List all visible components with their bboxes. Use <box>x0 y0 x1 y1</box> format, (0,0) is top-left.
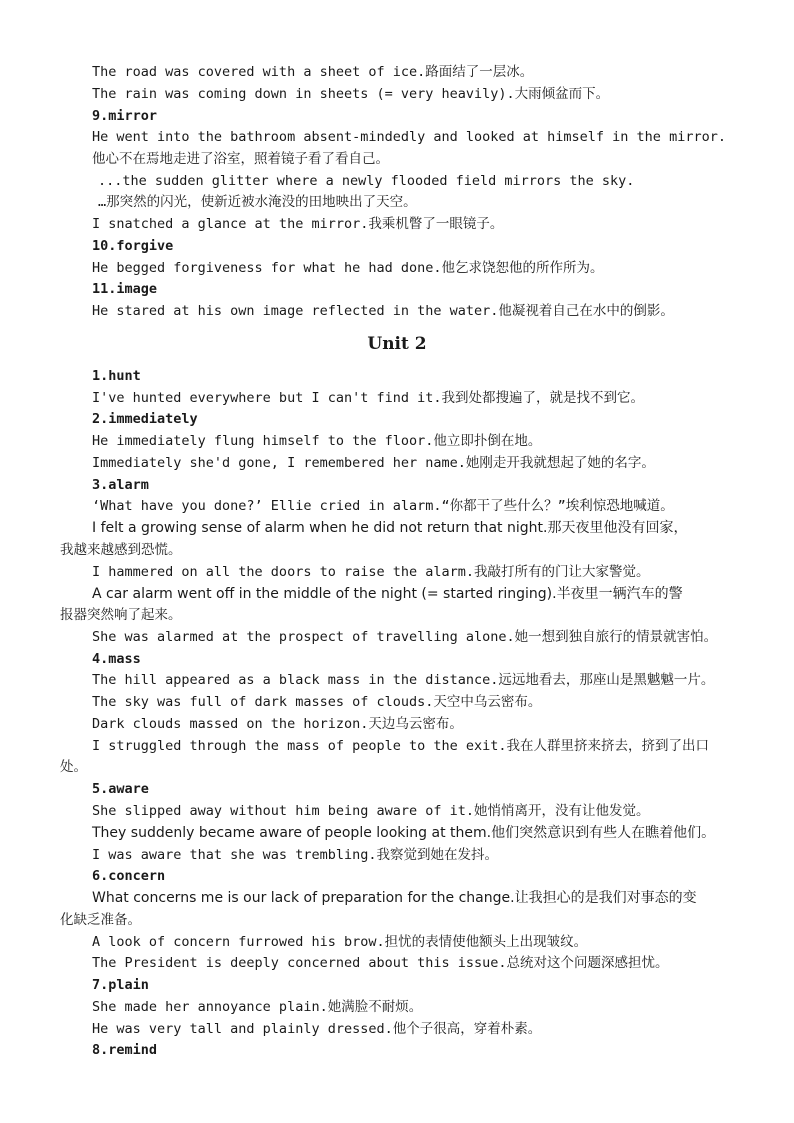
example-sentence: I snatched a glance at the mirror.我乘机瞥了一眼镜子。 <box>92 216 504 232</box>
translation-line: …那突然的闪光，使新近被水淹没的田地映出了天空。 <box>98 194 417 210</box>
example-sentence: The President is deeply concerned about this issue.总统对这个问题深感担忧。 <box>92 955 669 971</box>
example-sentence: Dark clouds massed on the horizon.天边乌云密布。 <box>92 716 463 732</box>
example-sentence: He was very tall and plainly dressed.他个子很高，穿着朴素。 <box>92 1021 542 1037</box>
vocab-heading: 11.image <box>92 281 158 297</box>
example-sentence: The rain was coming down in sheets (= very heavily).大雨倾盆而下。 <box>92 86 610 102</box>
example-sentence: A car alarm went off in the middle of the night (= started ringing).半夜里一辆汽车的警 <box>92 586 683 602</box>
example-sentence: ‘What have you done?’ Ellie cried in alarm.“你都干了些什么？”埃利惊恐地喊道。 <box>92 498 674 514</box>
vocab-heading: 10.forgive <box>92 238 174 254</box>
example-sentence: I've hunted everywhere but I can't find it.我到处都搜遍了，就是找不到它。 <box>92 390 644 406</box>
vocab-heading: 7.plain <box>92 977 149 993</box>
example-sentence: I struggled through the mass of people to the exit.我在人群里挤来挤去，挤到了出口 <box>92 738 710 754</box>
example-sentence: She slipped away without him being aware of it.她悄悄离开，没有让他发觉。 <box>92 803 650 819</box>
example-sentence: He immediately flung himself to the floor.他立即扑倒在地。 <box>92 433 542 449</box>
example-sentence: The sky was full of dark masses of clouds.天空中乌云密布。 <box>92 694 542 710</box>
example-sentence: He stared at his own image reflected in the water.他凝视着自己在水中的倒影。 <box>92 303 674 319</box>
example-sentence: He begged forgiveness for what he had done.他乞求饶恕他的所作所为。 <box>92 260 604 276</box>
example-sentence-continued: 化缺乏准备。 <box>60 912 141 928</box>
example-sentence: I hammered on all the doors to raise the alarm.我敲打所有的门让大家警觉。 <box>92 564 650 580</box>
example-sentence: The hill appeared as a black mass in the distance.远远地看去，那座山是黑魆魆一片。 <box>92 672 715 688</box>
vocab-heading: 5.aware <box>92 781 149 797</box>
example-sentence-continued: 报器突然响了起来。 <box>60 607 182 623</box>
vocab-heading: 6.concern <box>92 868 166 884</box>
vocab-heading: 9.mirror <box>92 108 158 124</box>
example-sentence: A look of concern furrowed his brow.担忧的表情使他额头上出现皱纹。 <box>92 934 588 950</box>
example-sentence: I was aware that she was trembling.我察觉到她在发抖。 <box>92 847 498 863</box>
example-sentence: Immediately she'd gone, I remembered her name.她刚走开我就想起了她的名字。 <box>92 455 655 471</box>
example-sentence-continued: 处。 <box>60 759 87 775</box>
example-sentence: What concerns me is our lack of preparation for the change.让我担心的是我们对事态的变 <box>92 890 697 906</box>
example-sentence: The road was covered with a sheet of ice.路面结了一层冰。 <box>92 64 534 80</box>
example-sentence: ...the sudden glitter where a newly flooded field mirrors the sky. <box>98 173 635 189</box>
vocab-heading: 3.alarm <box>92 477 149 493</box>
vocab-heading: 4.mass <box>92 651 141 667</box>
example-sentence: She made her annoyance plain.她满脸不耐烦。 <box>92 999 423 1015</box>
example-sentence-continued: 我越来越感到恐慌。 <box>60 542 182 558</box>
example-sentence: He went into the bathroom absent-mindedly and looked at himself in the mirror. <box>92 129 726 145</box>
vocab-heading: 1.hunt <box>92 368 141 384</box>
unit-title: Unit 2 <box>367 334 427 354</box>
vocab-heading: 8.remind <box>92 1042 158 1058</box>
example-sentence: She was alarmed at the prospect of travelling alone.她一想到独自旅行的情景就害怕。 <box>92 629 718 645</box>
example-sentence: I felt a growing sense of alarm when he did not return that night.那天夜里他没有回家， <box>92 520 688 536</box>
vocab-heading: 2.immediately <box>92 411 198 427</box>
example-sentence: They suddenly became aware of people looking at them.他们突然意识到有些人在瞧着他们。 <box>92 825 716 841</box>
translation-line: 他心不在焉地走进了浴室，照着镜子看了看自己。 <box>92 151 389 167</box>
